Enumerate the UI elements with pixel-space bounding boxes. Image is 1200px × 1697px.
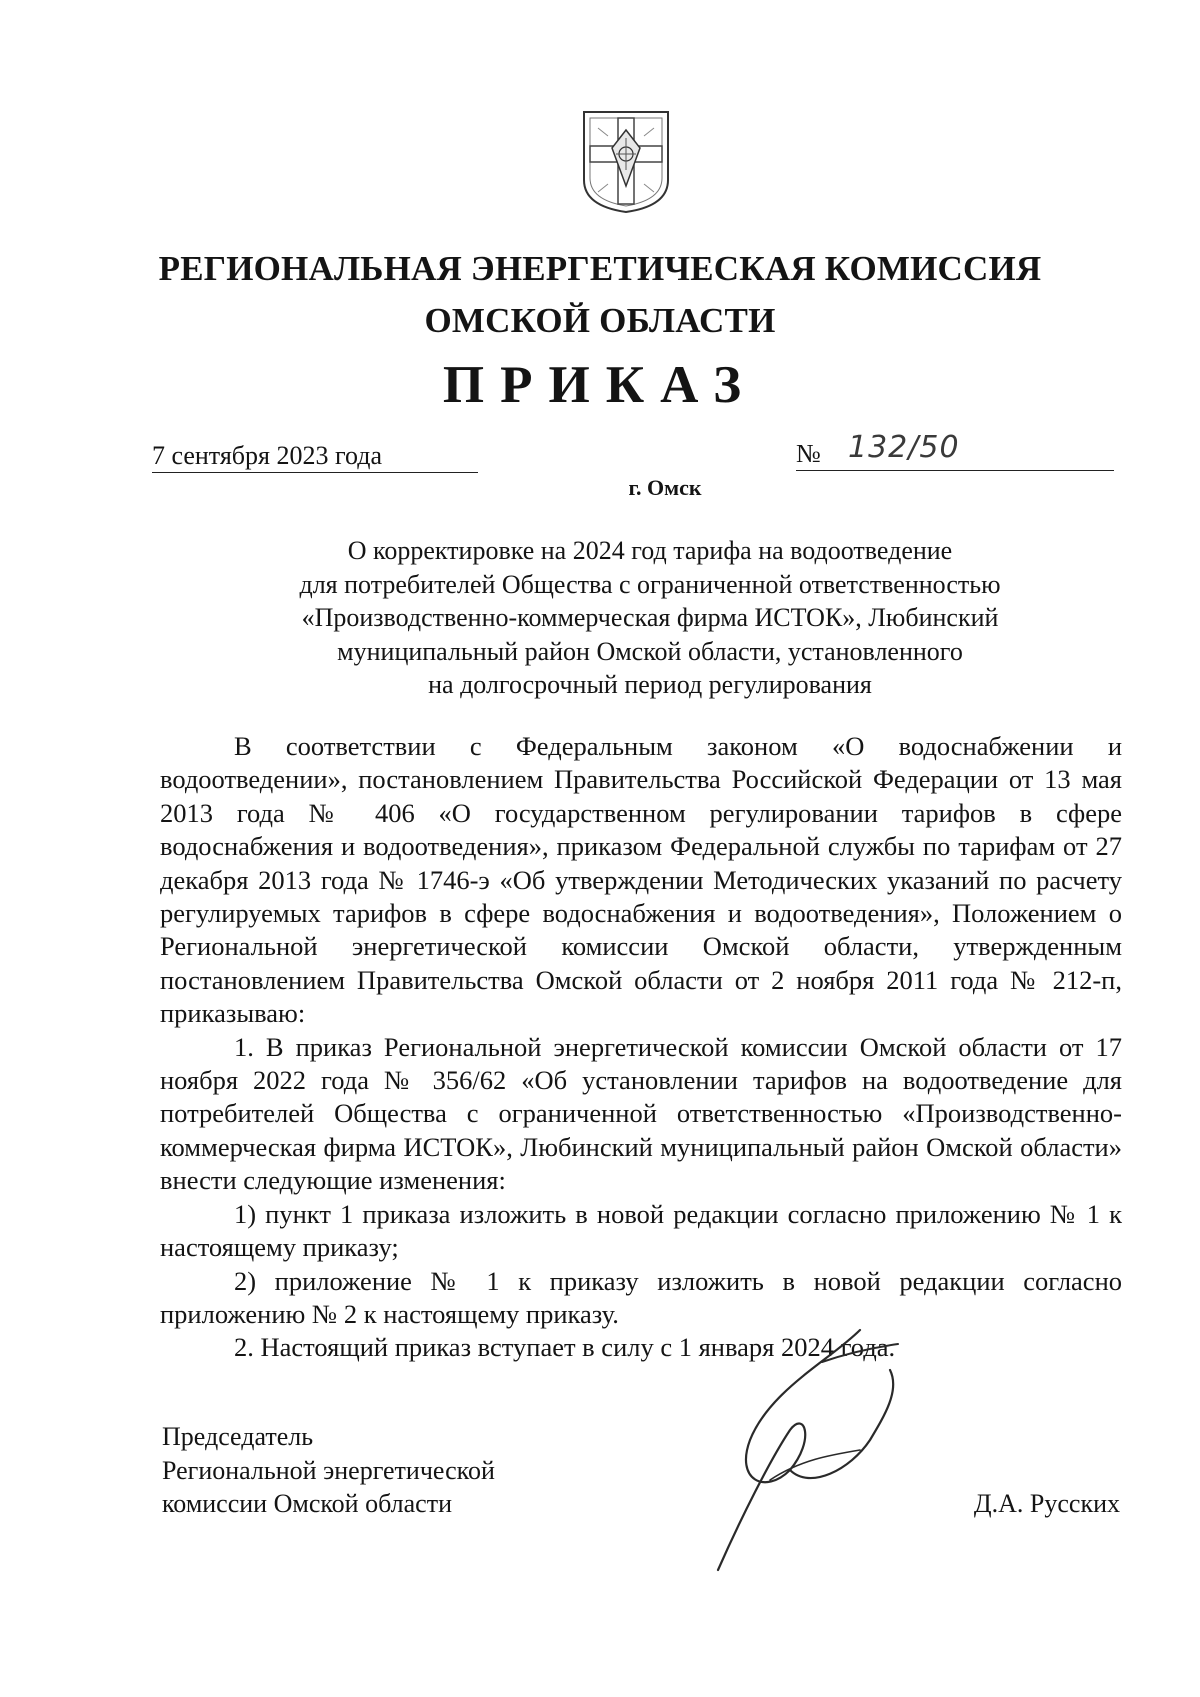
signer-title — [162, 1420, 495, 1521]
item-1-2-paragraph: 2) приложение № 1 к приказу изложить в новой редакции согласно приложению № 2 к настоящему приказу. — [160, 1265, 1122, 1329]
signer-title-line: Региональной энергетической — [162, 1455, 495, 1485]
org-line-2: ОМСКОЙ ОБЛАСТИ — [424, 301, 776, 340]
subject-line: «Производственно-коммерческая фирма ИСТОК», Любинский — [301, 603, 999, 632]
subject-line: О корректировке на 2024 год тарифа на водоотведение — [347, 536, 953, 565]
organization-name — [150, 243, 1050, 347]
item-1-paragraph: 1. В приказ Региональной энергетической комиссии Омской области от 17 ноября 2022 года № 356/62 «Об установлении тарифов на водоотведение для потребителей Общества с ограниченной ответственностью «Производственно-коммерческая фирма ИСТОК», Любинский муниципальный район Омской области» внести следующие изменения: — [160, 1031, 1122, 1196]
signer-title-line: Председатель — [162, 1422, 314, 1451]
item-2-paragraph: 2. Настоящий приказ вступает в силу с 1 января 2024 года. — [234, 1332, 896, 1363]
org-line-1: РЕГИОНАЛЬНАЯ ЭНЕРГЕТИЧЕСКАЯ КОМИССИЯ — [158, 249, 1042, 288]
signer-title-line: комиссии Омской области — [162, 1489, 452, 1518]
document-body — [160, 730, 1122, 1365]
document-city: г. Омск — [628, 475, 702, 500]
subject-line: для потребителей Общества с ограниченной ответственностью — [299, 569, 1001, 599]
signer-name: Д.А. Русских — [973, 1489, 1120, 1518]
pen-strike-mark — [820, 1342, 900, 1366]
coat-of-arms-icon — [580, 108, 672, 216]
document-type: ПРИКАЗ — [442, 356, 758, 414]
subject-line: муниципальный район Омской области, установленного — [337, 636, 963, 666]
item-1-1-paragraph: 1) пункт 1 приказа изложить в новой редакции согласно приложению № 1 к настоящему приказу; — [160, 1198, 1122, 1263]
document-date: 7 сентября 2023 года — [152, 440, 478, 473]
document-subject — [180, 534, 1120, 702]
number-sign: № — [796, 439, 821, 468]
number-value: 132/50 — [848, 430, 960, 465]
subject-line: на долгосрочный период регулирования — [428, 670, 872, 699]
preamble-paragraph: В соответствии с Федеральным законом «О водоснабжении и водоотведении», постановлением Правительства Российской Федерации от 13 мая 2013 года № 406 «О государственном регулировании тарифов в сфере водоснабжения и водоотведения», приказом Федеральной службы по тарифам от 27 декабря 2013 года № 1746-э «Об утверждении Методических указаний по расчету регулируемых тарифов в сфере водоснабжения и водоотведения», Положением о Региональной энергетической комиссии Омской области, утвержденным постановлением Правительства Омской области от 2 ноября 2011 года № 212-п, приказываю: — [160, 731, 1122, 1029]
document-number — [796, 430, 1114, 471]
